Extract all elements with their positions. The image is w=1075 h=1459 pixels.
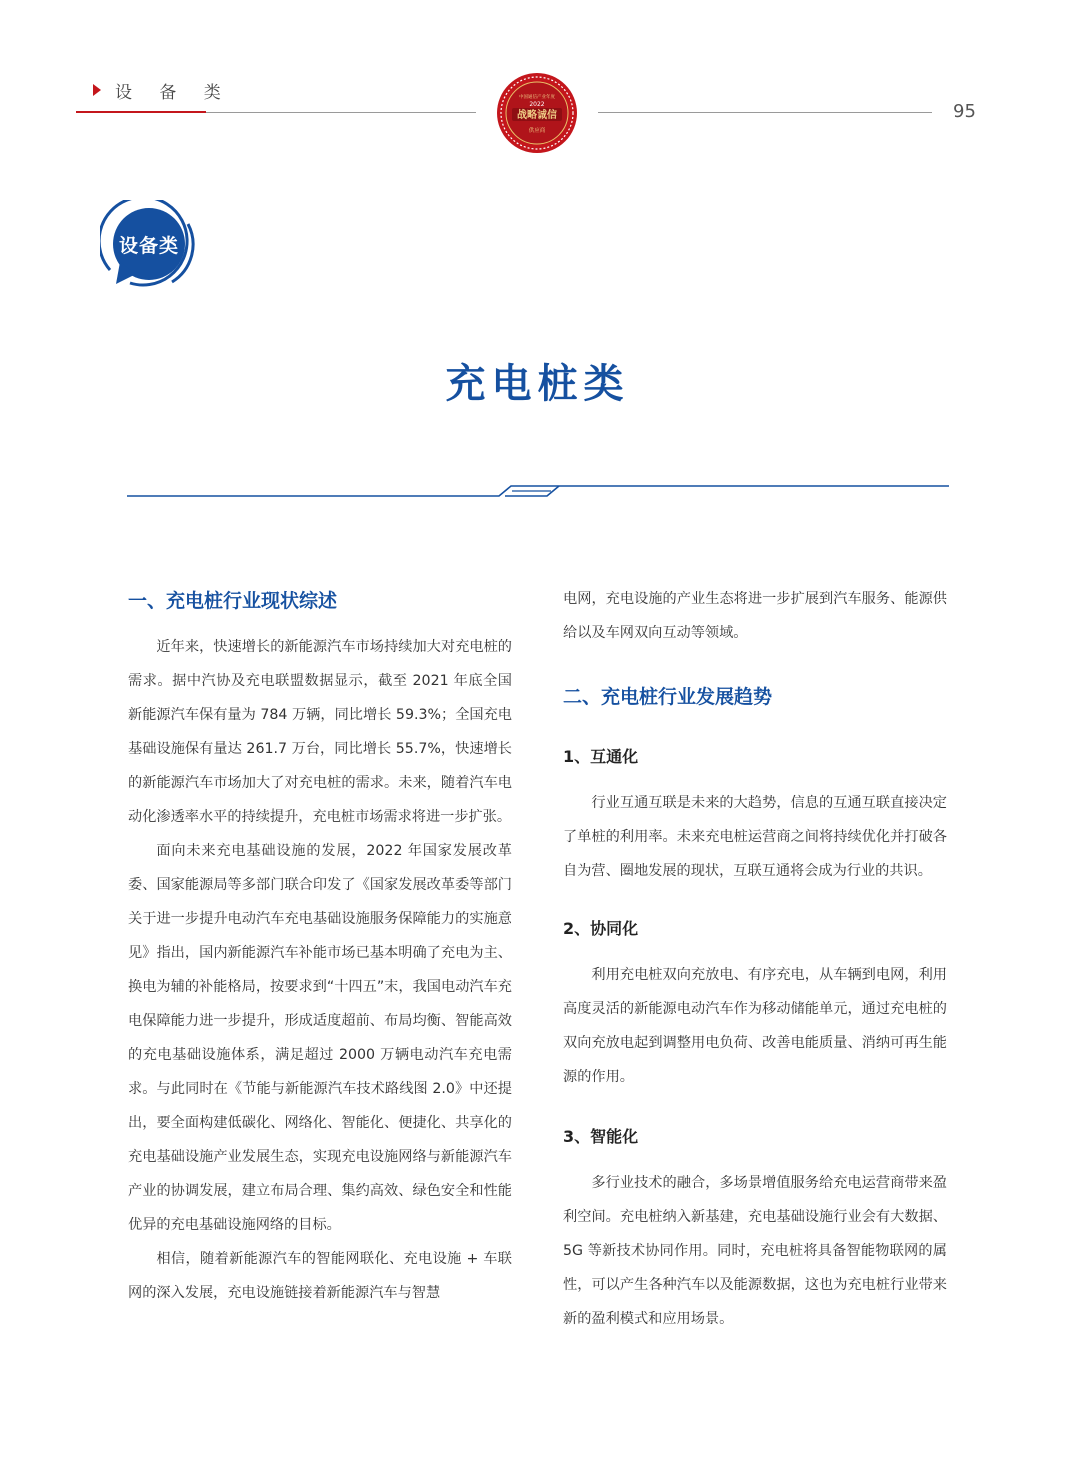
- seal-main-text: 战略诚信: [517, 110, 557, 121]
- section-heading: 二、充电桩行业发展趋势: [563, 686, 773, 708]
- title-divider: [127, 480, 949, 500]
- seal-bottom-text: 供应商: [528, 128, 546, 134]
- page-number: 95: [953, 101, 976, 122]
- subsection-heading: 1、互通化: [563, 747, 639, 766]
- paragraph: 近年来，快速增长的新能源汽车市场持续加大对充电桩的需求。据中汽协及充电联盟数据显示，截至 2021 年底全国新能源汽车保有量为 784 万辆，同比增长 59.3%；全国充电基础设施保有量达 261.7 万台，同比增长 55.7%，快速增长的新能源汽车市场加大了对充电桩的需求。未来，随着汽车电动化渗透率水平的持续提升，充电桩市场需求将进一步扩张。: [128, 639, 512, 825]
- paragraph: 面向未来充电基础设施的发展，2022 年国家发展改革委、国家能源局等多部门联合印发了《国家发展改革委等部门关于进一步提升电动汽车充电基础设施服务保障能力的实施意见》指出，国内新能源汽车补能市场已基本明确了充电为主、换电为辅的补能格局，按要求到“十四五”末，我国电动汽车充电保障能力进一步提升，形成适度超前、布局均衡、智能高效的充电基础设施体系，满足超过 2000 万辆电动汽车充电需求。与此同时在《节能与新能源汽车技术路线图 2.0》中还提出，要全面构建低碳化、网络化、智能化、便捷化、共享化的充电基础设施产业发展生态，实现充电设施网络与新能源汽车产业的协调发展，建立布局合理、集约高效、绿色安全和性能优异的充电基础设施网络的目标。: [128, 843, 512, 1233]
- subsection-heading: 3、智能化: [563, 1127, 639, 1146]
- header-divider-right: [598, 112, 932, 113]
- paragraph: 行业互通互联是未来的大趋势，信息的互通互联直接决定了单桩的利用率。未来充电桩运营商之间将持续优化并打破各自为营、圈地发展的现状，互联互通将会成为行业的共识。: [563, 795, 947, 879]
- header-category: 设 备 类: [115, 83, 232, 103]
- header-divider-left: [206, 112, 476, 113]
- award-seal-icon: [496, 72, 578, 154]
- paragraph: 利用充电桩双向充放电、有序充电，从车辆到电网，利用高度灵活的新能源电动汽车作为移动储能单元，通过充电桩的双向充放电起到调整用电负荷、改善电能质量、消纳可再生能源的作用。: [563, 967, 947, 1085]
- left-column: [128, 584, 512, 1310]
- seal-year: 2022: [529, 101, 545, 108]
- subsection-heading: 2、协同化: [563, 919, 639, 938]
- section-heading: 一、充电桩行业现状综述: [128, 590, 338, 612]
- seal-top-text: 中国通信产业年度: [519, 95, 555, 100]
- badge-label: 设备类: [118, 235, 179, 257]
- right-column: [563, 582, 947, 1336]
- page-title: 充电桩类: [445, 361, 630, 407]
- paragraph: 电网，充电设施的产业生态将进一步扩展到汽车服务、能源供给以及车网双向互动等领域。: [563, 591, 947, 641]
- paragraph: 相信，随着新能源汽车的智能网联化、充电设施 + 车联网的深入发展，充电设施链接着新能源汽车与智慧: [128, 1251, 512, 1301]
- paragraph: 多行业技术的融合，多场景增值服务给充电运营商带来盈利空间。充电桩纳入新基建，充电基础设施行业会有大数据、5G 等新技术协同作用。同时，充电桩将具备智能物联网的属性，可以产生各种汽车以及能源数据，这也为充电桩行业带来新的盈利模式和应用场景。: [563, 1175, 947, 1327]
- header-accent-line: [76, 111, 206, 113]
- play-triangle-icon: [93, 84, 101, 96]
